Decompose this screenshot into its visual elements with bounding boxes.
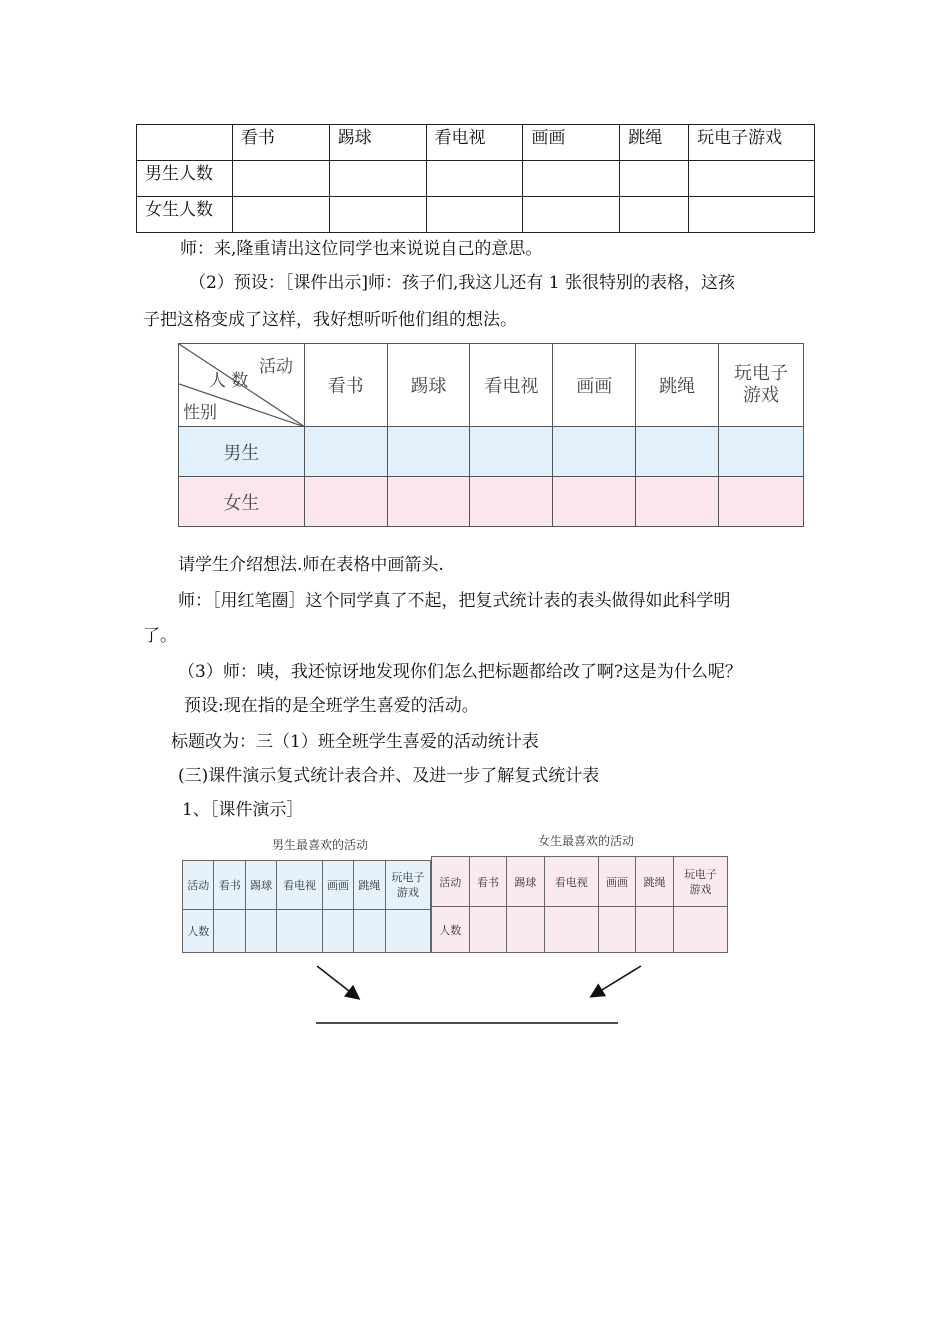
header-cell: 画画: [322, 861, 353, 910]
header-cell: [719, 344, 804, 427]
paragraph: 子把这格变成了这样，我好想听听他们组的想法。: [143, 310, 517, 330]
header-line: 游戏: [396, 886, 419, 899]
table-cell: [673, 907, 727, 953]
table-row: [179, 477, 804, 527]
header-cell: 踢球: [245, 861, 276, 910]
table-cell: [620, 197, 689, 233]
paragraph: 预设:现在指的是全班学生喜爱的活动。: [184, 696, 479, 716]
header-cell: 看电视: [277, 861, 322, 910]
header-cell: 看电视: [426, 125, 523, 161]
table-cell: [304, 477, 387, 527]
row-label: 女生人数: [137, 197, 233, 233]
paragraph: (三)课件演示复式统计表合并、及进一步了解复式统计表: [178, 766, 600, 786]
header-line: 玩电子: [391, 871, 425, 884]
table-cell: [470, 477, 553, 527]
table-cell: [426, 161, 523, 197]
header-cell: [137, 125, 233, 161]
paragraph: 1、［课件演示］: [182, 800, 304, 820]
boys-activity-table: [182, 860, 431, 953]
paragraph: 请学生介绍想法.师在表格中画箭头.: [178, 555, 444, 575]
activity-table-slashed-header: [178, 343, 804, 527]
header-cell: 活动: [432, 857, 470, 907]
table-cell: [232, 197, 329, 233]
table-cell: [689, 161, 815, 197]
header-cell: 活动: [183, 861, 214, 910]
header-cell: 画画: [553, 344, 636, 427]
table-cell: [387, 427, 470, 477]
table-cell: [719, 427, 804, 477]
paragraph: 师：来,隆重请出这位同学也来说说自己的意思。: [180, 239, 543, 259]
table-cell: [304, 427, 387, 477]
girls-table-caption: 女生最喜欢的活动: [538, 834, 635, 848]
row-label: 男生: [179, 427, 305, 477]
table-cell: [385, 910, 430, 953]
table-row: [137, 197, 815, 233]
table-row: [137, 161, 815, 197]
corner-activity-label: 活动: [259, 357, 293, 377]
table-cell: [277, 910, 322, 953]
table-cell: [553, 427, 636, 477]
table-cell: [553, 477, 636, 527]
header-cell: 跳绳: [636, 857, 674, 907]
table-cell: [689, 197, 815, 233]
row-label: 人数: [432, 907, 470, 953]
table-header-row: [183, 861, 431, 910]
header-cell: 跳绳: [354, 861, 385, 910]
paragraph: （2）预设：［课件出示]师：孩子们,我这儿还有 1 张很特别的表格，这孩: [189, 273, 735, 293]
header-cell: 看电视: [544, 857, 598, 907]
table-cell: [245, 910, 276, 953]
table-cell: [507, 907, 545, 953]
table-cell: [620, 161, 689, 197]
header-cell: 看书: [469, 857, 507, 907]
header-cell: [673, 857, 727, 907]
table-cell: [544, 907, 598, 953]
table-cell: [329, 161, 426, 197]
table-cell: [214, 910, 245, 953]
table-header-row: [137, 125, 815, 161]
left-arrow-icon: [317, 966, 358, 998]
corner-gender-label: 性别: [183, 403, 217, 423]
paragraph: 标题改为：三（1）班全班学生喜爱的活动统计表: [171, 732, 539, 752]
girls-activity-table: [431, 856, 728, 953]
table-cell: [636, 477, 719, 527]
header-cell: 跳绳: [620, 125, 689, 161]
header-cell: [385, 861, 430, 910]
table-cell: [426, 197, 523, 233]
table-cell: [523, 197, 620, 233]
header-cell: 跳绳: [636, 344, 719, 427]
table-row: [183, 910, 431, 953]
row-label: 男生人数: [137, 161, 233, 197]
row-label: 女生: [179, 477, 305, 527]
row-label: 人数: [183, 910, 214, 953]
header-line: 玩电子: [683, 867, 717, 881]
header-cell: 踢球: [507, 857, 545, 907]
table-cell: [523, 161, 620, 197]
table-row: [179, 427, 804, 477]
header-cell: 玩电子游戏: [689, 125, 815, 161]
table-cell: [322, 910, 353, 953]
header-line: 游戏: [743, 385, 780, 406]
table-cell: [719, 477, 804, 527]
header-cell: 看电视: [470, 344, 553, 427]
corner-count-label: 人 数: [209, 371, 249, 391]
header-cell: 看书: [304, 344, 387, 427]
header-cell: 看书: [214, 861, 245, 910]
table-cell: [470, 427, 553, 477]
boys-table-caption: 男生最喜欢的活动: [272, 838, 369, 852]
header-cell: 画画: [598, 857, 636, 907]
table-header-row: [432, 857, 728, 907]
paragraph: 了。: [143, 626, 177, 646]
table-cell: [469, 907, 507, 953]
table-header-row: [179, 344, 804, 427]
table-cell: [387, 477, 470, 527]
paragraph: 师：［用红笔圈］这个同学真了不起，把复式统计表的表头做得如此科学明: [178, 591, 731, 611]
header-cell: 踢球: [329, 125, 426, 161]
table-cell: [636, 427, 719, 477]
activity-table-plain: [136, 124, 815, 233]
header-line: 游戏: [689, 882, 712, 896]
merge-arrows: [300, 955, 660, 1030]
right-arrow-icon: [592, 966, 641, 996]
paragraph: （3）师：咦，我还惊讶地发现你们怎么把标题都给改了啊?这是为什么呢？: [178, 662, 742, 682]
table-row: [432, 907, 728, 953]
header-cell: 看书: [232, 125, 329, 161]
header-cell: 踢球: [387, 344, 470, 427]
table-cell: [598, 907, 636, 953]
table-cell: [232, 161, 329, 197]
table-cell: [636, 907, 674, 953]
table-cell: [329, 197, 426, 233]
table-cell: [354, 910, 385, 953]
header-line: 玩电子: [734, 363, 789, 384]
header-cell: 画画: [523, 125, 620, 161]
slashed-corner-cell: [179, 344, 305, 427]
